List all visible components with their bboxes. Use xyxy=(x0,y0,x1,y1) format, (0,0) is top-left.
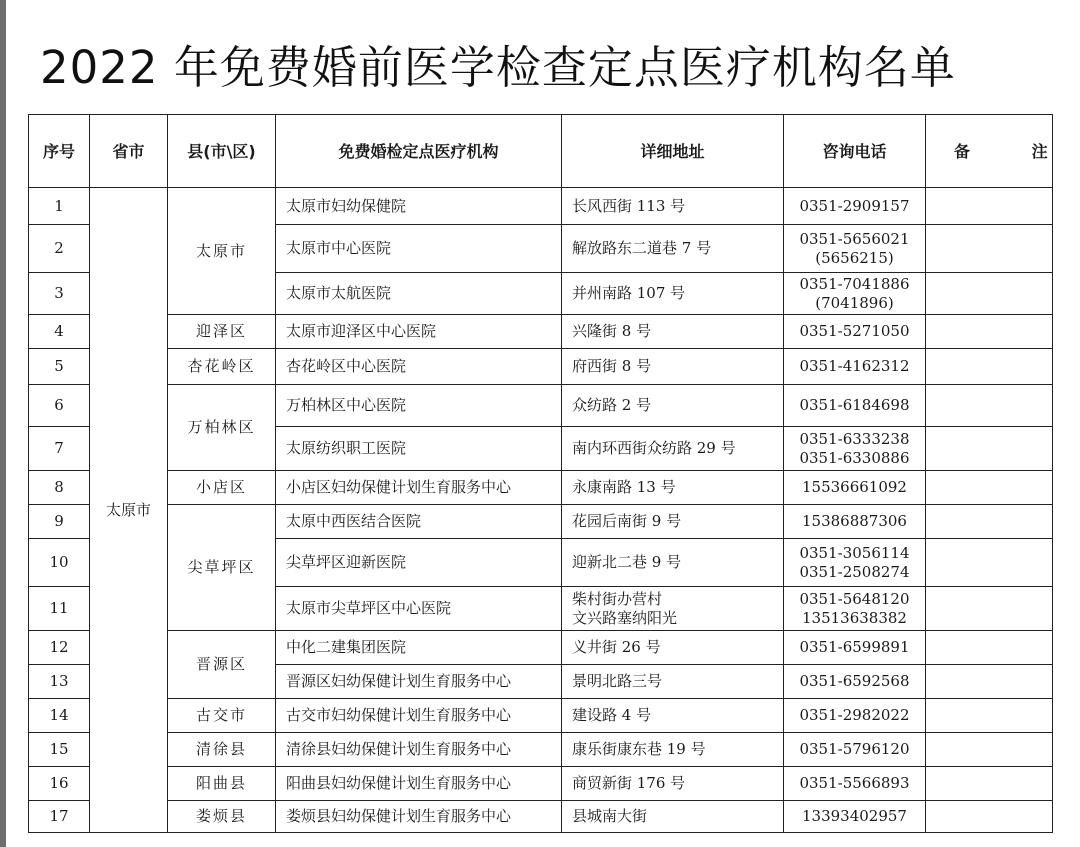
cell-institution: 娄烦县妇幼保健计划生育服务中心 xyxy=(276,801,562,833)
address-line: 迎新北二巷 9 号 xyxy=(572,553,682,571)
address-line: 义井街 26 号 xyxy=(572,638,661,656)
cell-address xyxy=(562,273,784,315)
cell-note xyxy=(926,315,1053,349)
phone-line: 15386887306 xyxy=(802,512,907,530)
cell-seq: 14 xyxy=(29,699,90,733)
address-line: 文兴路塞纳阳光 xyxy=(572,608,678,627)
cell-note xyxy=(926,505,1053,539)
page-title: 2022 年免费婚前医学检查定点医疗机构名单 xyxy=(40,41,956,94)
cell-note xyxy=(926,539,1053,587)
cell-institution: 古交市妇幼保健计划生育服务中心 xyxy=(276,699,562,733)
phone-line: 0351-5566893 xyxy=(799,774,910,792)
cell-phone xyxy=(784,801,926,833)
cell-phone xyxy=(784,273,926,315)
header-note: 备 注 xyxy=(926,115,1053,188)
phone-line: 0351-6599891 xyxy=(799,638,910,656)
cell-institution: 太原市尖草坪区中心医院 xyxy=(276,587,562,631)
cell-note xyxy=(926,385,1053,427)
address-line: 柴村街办营村 xyxy=(572,589,663,608)
cell-institution: 杏花岭区中心医院 xyxy=(276,349,562,385)
cell-phone xyxy=(784,188,926,225)
cell-institution: 尖草坪区迎新医院 xyxy=(276,539,562,587)
cell-address xyxy=(562,801,784,833)
cell-phone xyxy=(784,665,926,699)
cell-address xyxy=(562,385,784,427)
phone-line: 0351-6330886 xyxy=(799,448,910,467)
cell-county: 太原市 xyxy=(168,188,276,315)
address-line: 康乐街康东巷 19 号 xyxy=(572,740,706,758)
table-row xyxy=(29,631,1053,665)
cell-address xyxy=(562,505,784,539)
table-row xyxy=(29,733,1053,767)
cell-note xyxy=(926,801,1053,833)
address-line: 解放路东二道巷 7 号 xyxy=(572,239,712,257)
cell-county: 晋源区 xyxy=(168,631,276,699)
table-row xyxy=(29,767,1053,801)
address-line: 花园后南街 9 号 xyxy=(572,512,682,530)
cell-phone xyxy=(784,349,926,385)
phone-line: 0351-5648120 xyxy=(799,589,910,608)
address-line: 县城南大街 xyxy=(572,807,648,825)
cell-phone xyxy=(784,699,926,733)
cell-phone xyxy=(784,315,926,349)
cell-seq: 9 xyxy=(29,505,90,539)
cell-institution: 太原纺织职工医院 xyxy=(276,427,562,471)
phone-line: 13393402957 xyxy=(802,807,907,825)
table-row xyxy=(29,188,1053,225)
table-header-row xyxy=(29,115,1053,188)
institution-table xyxy=(28,114,1076,833)
cell-note xyxy=(926,767,1053,801)
cell-phone xyxy=(784,733,926,767)
cell-address xyxy=(562,471,784,505)
phone-line: 0351-7041886 xyxy=(799,274,910,293)
address-line: 商贸新街 176 号 xyxy=(572,774,686,792)
cell-phone xyxy=(784,505,926,539)
cell-address xyxy=(562,539,784,587)
cell-address xyxy=(562,315,784,349)
cell-seq: 5 xyxy=(29,349,90,385)
address-line: 并州南路 107 号 xyxy=(572,284,686,302)
cell-phone xyxy=(784,767,926,801)
cell-institution: 太原市妇幼保健院 xyxy=(276,188,562,225)
cell-phone xyxy=(784,385,926,427)
cell-seq: 1 xyxy=(29,188,90,225)
address-line: 景明北路三号 xyxy=(572,672,663,690)
cell-note xyxy=(926,631,1053,665)
phone-line: (7041896) xyxy=(815,293,894,312)
table-row xyxy=(29,349,1053,385)
cell-county: 娄烦县 xyxy=(168,801,276,833)
cell-phone xyxy=(784,225,926,273)
cell-seq: 4 xyxy=(29,315,90,349)
cell-seq: 11 xyxy=(29,587,90,631)
cell-province-city: 太原市 xyxy=(90,188,168,833)
phone-line: 0351-5271050 xyxy=(799,322,910,340)
cell-institution: 清徐县妇幼保健计划生育服务中心 xyxy=(276,733,562,767)
phone-line: 0351-2982022 xyxy=(799,706,910,724)
cell-seq: 8 xyxy=(29,471,90,505)
phone-line: 0351-2909157 xyxy=(799,196,910,215)
cell-note xyxy=(926,427,1053,471)
cell-seq: 15 xyxy=(29,733,90,767)
cell-note xyxy=(926,349,1053,385)
cell-phone xyxy=(784,631,926,665)
phone-line: 0351-5656021 xyxy=(799,229,910,248)
header-seq: 序号 xyxy=(29,115,90,188)
header-province-city: 省市 xyxy=(90,115,168,188)
cell-county: 万柏林区 xyxy=(168,385,276,471)
cell-seq: 2 xyxy=(29,225,90,273)
cell-seq: 3 xyxy=(29,273,90,315)
cell-institution: 太原中西医结合医院 xyxy=(276,505,562,539)
cell-address xyxy=(562,631,784,665)
cell-note xyxy=(926,699,1053,733)
cell-seq: 7 xyxy=(29,427,90,471)
cell-address xyxy=(562,665,784,699)
cell-seq: 13 xyxy=(29,665,90,699)
phone-line: 0351-4162312 xyxy=(799,357,910,375)
phone-line: 13513638382 xyxy=(802,608,907,627)
cell-address xyxy=(562,699,784,733)
cell-county: 尖草坪区 xyxy=(168,505,276,631)
cell-phone xyxy=(784,427,926,471)
cell-seq: 12 xyxy=(29,631,90,665)
address-line: 建设路 4 号 xyxy=(572,706,652,724)
page-edge xyxy=(0,0,6,847)
cell-county: 古交市 xyxy=(168,699,276,733)
table-row xyxy=(29,505,1053,539)
cell-county: 阳曲县 xyxy=(168,767,276,801)
cell-seq: 6 xyxy=(29,385,90,427)
table-row xyxy=(29,699,1053,733)
table-body xyxy=(29,188,1053,833)
cell-address xyxy=(562,767,784,801)
cell-phone xyxy=(784,539,926,587)
header-address: 详细地址 xyxy=(562,115,784,188)
cell-address xyxy=(562,427,784,471)
cell-seq: 17 xyxy=(29,801,90,833)
cell-address xyxy=(562,349,784,385)
address-line: 永康南路 13 号 xyxy=(572,478,676,496)
cell-institution: 太原市太航医院 xyxy=(276,273,562,315)
cell-address xyxy=(562,733,784,767)
table-row xyxy=(29,801,1053,833)
cell-address xyxy=(562,188,784,225)
phone-line: 0351-6592568 xyxy=(799,672,910,690)
cell-phone xyxy=(784,471,926,505)
cell-county: 清徐县 xyxy=(168,733,276,767)
table-row xyxy=(29,471,1053,505)
address-line: 府西街 8 号 xyxy=(572,357,652,375)
cell-note xyxy=(926,273,1053,315)
cell-address xyxy=(562,587,784,631)
cell-note xyxy=(926,471,1053,505)
cell-seq: 16 xyxy=(29,767,90,801)
header-phone: 咨询电话 xyxy=(784,115,926,188)
cell-institution: 万柏林区中心医院 xyxy=(276,385,562,427)
phone-line: 0351-6333238 xyxy=(799,429,910,448)
cell-institution: 太原市迎泽区中心医院 xyxy=(276,315,562,349)
table-row xyxy=(29,385,1053,427)
cell-address xyxy=(562,225,784,273)
cell-institution: 太原市中心医院 xyxy=(276,225,562,273)
phone-line: 0351-5796120 xyxy=(799,740,910,758)
cell-note xyxy=(926,587,1053,631)
cell-note xyxy=(926,733,1053,767)
phone-line: 0351-2508274 xyxy=(799,562,910,581)
address-line: 兴隆街 8 号 xyxy=(572,322,652,340)
cell-institution: 中化二建集团医院 xyxy=(276,631,562,665)
phone-line: 0351-6184698 xyxy=(799,396,910,414)
cell-phone xyxy=(784,587,926,631)
address-line: 长风西街 113 号 xyxy=(572,196,686,215)
header-county: 县(市\区) xyxy=(168,115,276,188)
table-row xyxy=(29,315,1053,349)
cell-county: 迎泽区 xyxy=(168,315,276,349)
address-line: 众纺路 2 号 xyxy=(572,396,652,414)
cell-note xyxy=(926,188,1053,225)
cell-county: 小店区 xyxy=(168,471,276,505)
cell-institution: 晋源区妇幼保健计划生育服务中心 xyxy=(276,665,562,699)
phone-line: 0351-3056114 xyxy=(799,543,910,562)
cell-county: 杏花岭区 xyxy=(168,349,276,385)
header-institution: 免费婚检定点医疗机构 xyxy=(276,115,562,188)
cell-note xyxy=(926,225,1053,273)
phone-line: 15536661092 xyxy=(802,478,907,496)
cell-institution: 小店区妇幼保健计划生育服务中心 xyxy=(276,471,562,505)
phone-line: (5656215) xyxy=(815,248,894,267)
cell-institution: 阳曲县妇幼保健计划生育服务中心 xyxy=(276,767,562,801)
cell-seq: 10 xyxy=(29,539,90,587)
address-line: 南内环西街众纺路 29 号 xyxy=(572,439,736,457)
cell-note xyxy=(926,665,1053,699)
